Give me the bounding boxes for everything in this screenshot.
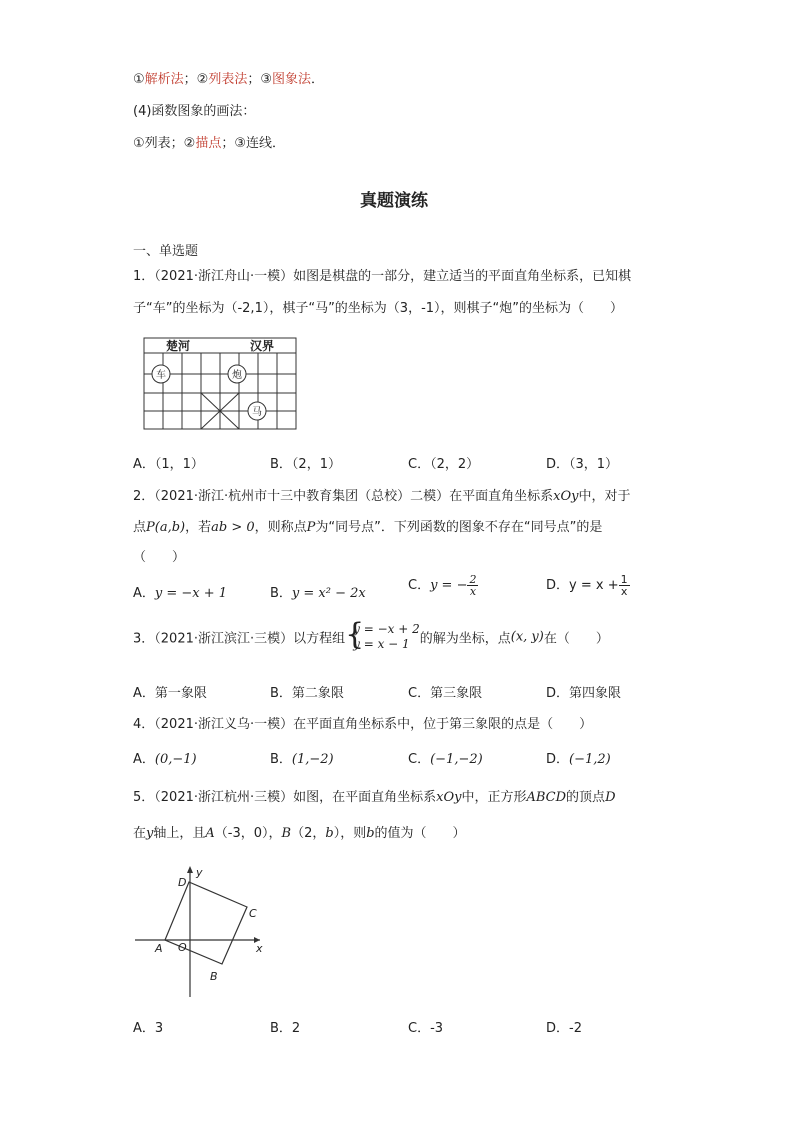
label-y: y — [196, 866, 203, 879]
q2-option-a: A．y = −x + 1 — [133, 586, 228, 601]
che-piece — [152, 365, 170, 383]
q5-option-b: B．2 — [270, 1021, 301, 1036]
pao-piece — [228, 365, 246, 383]
q2-option-c: C．y = − $\frac{2}{x}$ — [408, 573, 477, 598]
river-left-label: 楚河 — [166, 339, 191, 353]
q1-option-a: A．（1，1） — [133, 457, 204, 472]
label-a: A — [155, 942, 163, 955]
q2-option-b: B．y = x² − 2x — [270, 586, 366, 601]
section-title: 真题演练 — [360, 191, 428, 211]
q2-line-1: 2．（2021·浙江·杭州市十三中教育集团（总校）二模）在平面直角坐标系xOy中，对于 — [133, 489, 631, 504]
intro-line-3: ①列表；②描点；③连线． — [133, 136, 285, 151]
river-right-label: 汉界 — [250, 339, 275, 353]
q2-line-3: （ ） — [133, 550, 186, 565]
label-c: C — [249, 907, 257, 920]
intro-line-2: (4)函数图象的画法： — [133, 104, 256, 119]
q4-line-1: 4．（2021·浙江义乌·一模）在平面直角坐标系中，位于第三象限的点是（ ） — [133, 717, 593, 732]
svg-text:马: 马 — [252, 407, 262, 418]
q1-option-b: B．（2，1） — [270, 457, 341, 472]
svg-text:炮: 炮 — [232, 370, 242, 381]
q4-option-d: D．(−1,2) — [546, 752, 611, 767]
q5-option-a: A．3 — [133, 1021, 164, 1036]
q1-line-2: 子“车”的坐标为（-2,1），棋子“马”的坐标为（3，-1），则棋子“炮”的坐标为（ ） — [133, 301, 624, 316]
chessboard-figure — [140, 336, 300, 432]
q2-line-2: 点P(a,b)，若ab > 0，则称点P为“同号点”．下列函数的图象不存在“同号点”的是 — [133, 520, 603, 535]
q3-option-d: D．第四象限 — [546, 686, 622, 701]
ma-piece — [248, 402, 266, 420]
q3-option-b: B．第二象限 — [270, 686, 344, 701]
intro-line-1: ①解析法；②列表法；③图象法． — [133, 72, 325, 87]
label-x: x — [256, 942, 263, 955]
label-o: O — [178, 941, 187, 954]
q5-line-1: 5．（2021·浙江杭州·三模）如图，在平面直角坐标系xOy中，正方形ABCD的顶点D — [133, 790, 616, 805]
subsection-heading: 一、单选题 — [133, 244, 199, 259]
q2-option-d: D．y = x + $\frac{1}{x}$ — [546, 573, 628, 598]
label-d: D — [178, 876, 187, 889]
q1-line-1: 1．（2021·浙江舟山·一模）如图是棋盘的一部分，建立适当的平面直角坐标系，已知棋 — [133, 269, 632, 284]
q1-option-c: C．（2，2） — [408, 457, 480, 472]
q4-option-c: C．(−1,−2) — [408, 752, 483, 767]
q3-option-c: C．第三象限 — [408, 686, 483, 701]
q3-option-a: A．第一象限 — [133, 686, 207, 701]
q4-option-a: A．(0,−1) — [133, 752, 197, 767]
square-figure — [130, 860, 270, 1000]
q5-option-c: C．-3 — [408, 1021, 444, 1036]
label-b: B — [210, 970, 218, 983]
q1-option-d: D．（3，1） — [546, 457, 619, 472]
svg-text:车: 车 — [156, 370, 166, 381]
q3-line: 3．（2021·浙江滨江·三模）以方程组 { y = −x + 2 y = x − 1 的解为坐标，点(x, y)在（ ） — [133, 617, 609, 652]
q5-option-d: D．-2 — [546, 1021, 582, 1036]
q4-option-b: B．(1,−2) — [270, 752, 334, 767]
q5-line-2: 在y轴上，且A（-3，0），B（2，b），则b的值为（ ） — [133, 826, 466, 841]
